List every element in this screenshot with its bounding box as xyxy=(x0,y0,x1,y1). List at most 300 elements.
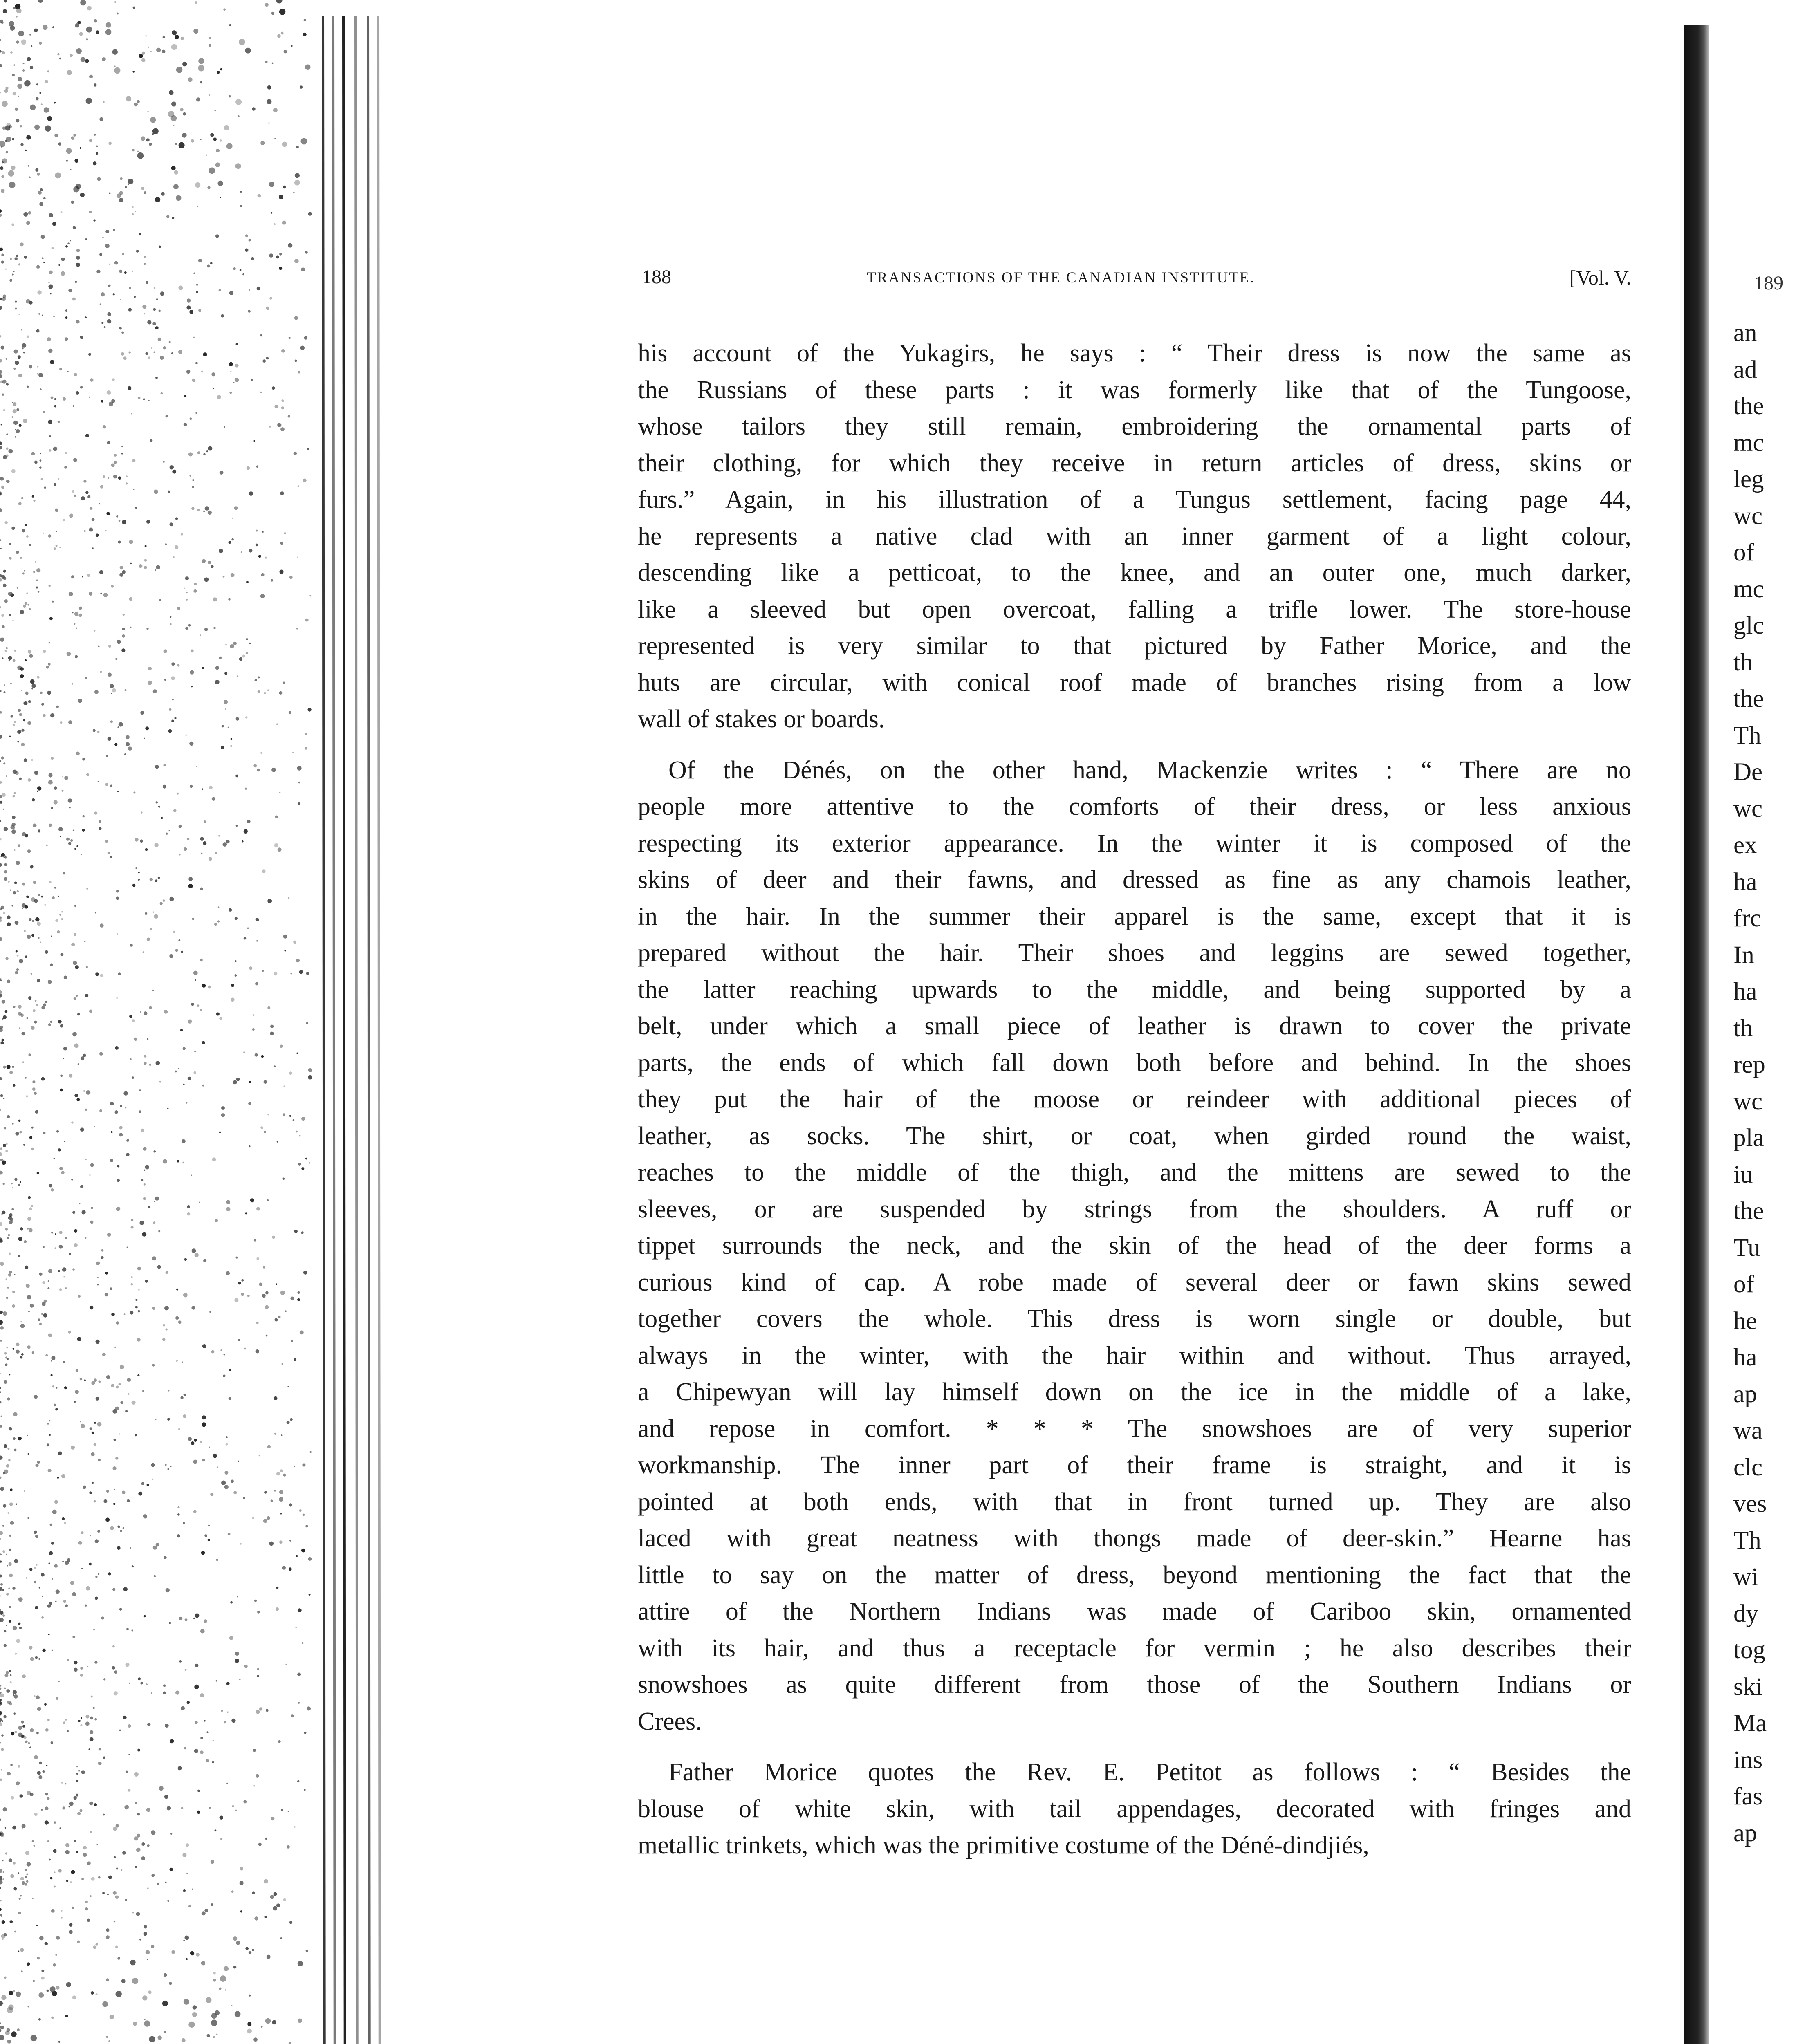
scan-speck xyxy=(33,824,36,827)
scan-speck xyxy=(1,1039,4,1042)
scan-speck xyxy=(7,1358,9,1360)
scan-speck xyxy=(230,644,234,648)
scan-speck xyxy=(65,316,67,319)
next-page-fragment: pla xyxy=(1733,1124,1764,1152)
scan-speck xyxy=(212,1761,214,1764)
scan-speck xyxy=(58,896,59,897)
scan-speck xyxy=(130,944,133,947)
scan-speck xyxy=(14,882,17,884)
scan-speck xyxy=(31,452,35,455)
scan-speck xyxy=(108,285,110,287)
scan-speck xyxy=(59,1231,63,1234)
scan-speck xyxy=(147,320,151,324)
scan-speck xyxy=(162,1338,165,1341)
scan-speck xyxy=(26,135,31,140)
scan-speck xyxy=(150,928,152,930)
next-page-fragment: Ma xyxy=(1733,1710,1767,1737)
scan-speck xyxy=(215,1219,218,1222)
scan-speck xyxy=(54,1247,56,1249)
scan-speck xyxy=(103,1678,105,1680)
scan-speck xyxy=(18,1005,22,1009)
scan-speck xyxy=(149,2036,155,2042)
scan-speck xyxy=(274,1065,276,1067)
scan-speck xyxy=(117,1525,120,1528)
scan-speck xyxy=(170,616,172,618)
scan-speck xyxy=(20,667,24,671)
scan-speck xyxy=(274,1433,276,1435)
scan-speck xyxy=(195,1721,198,1724)
scan-speck xyxy=(58,2041,61,2043)
scan-speck xyxy=(13,1990,15,1993)
scan-speck xyxy=(215,110,216,111)
scan-speck xyxy=(113,1891,117,1895)
scan-speck xyxy=(106,1928,109,1932)
scan-speck xyxy=(184,1394,186,1396)
text-line: laced with great neatness with thongs made of deer-skin.” Hearne has xyxy=(638,1524,1631,1552)
scan-speck xyxy=(99,503,100,504)
scan-speck xyxy=(7,2007,13,2013)
scan-speck xyxy=(200,1750,204,1754)
scan-speck xyxy=(30,66,33,69)
scan-speck xyxy=(145,1280,148,1283)
scan-speck xyxy=(14,257,18,260)
scan-speck xyxy=(147,1484,149,1486)
scan-speck xyxy=(54,1564,58,1568)
scan-speck xyxy=(103,1756,105,1759)
scan-speck xyxy=(13,770,17,774)
scan-speck xyxy=(12,1348,14,1350)
scan-speck xyxy=(27,1862,31,1867)
scan-speck xyxy=(34,461,38,464)
scan-speck xyxy=(89,1491,92,1494)
scan-speck xyxy=(78,1063,79,1065)
scan-speck xyxy=(28,165,29,167)
scan-speck xyxy=(9,1620,11,1623)
scan-speck xyxy=(168,491,170,493)
scan-speck xyxy=(20,125,22,128)
scan-speck xyxy=(106,512,110,515)
scan-speck xyxy=(96,1993,98,1995)
scan-speck xyxy=(13,1690,17,1694)
scan-speck xyxy=(226,1682,230,1685)
scan-speck xyxy=(275,816,278,818)
scan-speck xyxy=(183,1293,188,1298)
next-page-fragment: of xyxy=(1733,1271,1754,1298)
scan-speck xyxy=(121,1979,126,1983)
scan-speck xyxy=(176,195,181,201)
scan-speck xyxy=(12,1123,14,1125)
scan-speck xyxy=(69,514,73,518)
scan-speck xyxy=(156,1061,160,1065)
scan-speck xyxy=(45,1942,48,1945)
scan-speck xyxy=(249,289,250,291)
scan-speck xyxy=(114,1921,115,1922)
scan-speck xyxy=(41,1077,45,1081)
scan-speck xyxy=(10,258,12,260)
scan-speck xyxy=(12,273,13,275)
scan-speck xyxy=(76,1766,78,1768)
scan-speck xyxy=(47,1990,49,1992)
scan-speck xyxy=(100,671,102,673)
scan-speck xyxy=(60,1075,63,1077)
scan-speck xyxy=(5,1852,7,1854)
scan-speck xyxy=(138,1310,140,1313)
scan-speck xyxy=(155,377,158,379)
scan-speck xyxy=(43,1313,47,1318)
scan-speck xyxy=(119,270,122,273)
scan-speck xyxy=(214,923,217,926)
scan-speck xyxy=(169,522,173,526)
scan-speck xyxy=(172,30,177,35)
scan-speck xyxy=(94,630,96,632)
scan-speck xyxy=(41,478,43,480)
scan-speck xyxy=(309,1162,310,1163)
scan-speck xyxy=(112,1466,116,1470)
scan-speck xyxy=(28,778,31,782)
scan-speck xyxy=(72,1032,77,1037)
scan-speck xyxy=(279,792,280,793)
scan-speck xyxy=(117,791,119,792)
scan-speck xyxy=(280,491,284,495)
scan-speck xyxy=(21,329,22,331)
scan-speck xyxy=(300,1331,304,1335)
scan-speck xyxy=(224,125,229,130)
scan-speck xyxy=(82,815,85,818)
scan-speck xyxy=(281,1809,283,1811)
scan-speck xyxy=(267,1006,270,1009)
scan-speck xyxy=(43,1003,46,1006)
scan-speck xyxy=(11,223,14,226)
scan-speck xyxy=(198,309,201,312)
scan-speck xyxy=(231,984,234,987)
scan-speck xyxy=(0,370,2,374)
scan-speck xyxy=(58,1148,61,1151)
scan-speck xyxy=(305,1158,307,1160)
scan-speck xyxy=(252,107,256,111)
scan-speck xyxy=(85,1715,89,1718)
scan-speck xyxy=(145,352,148,355)
scan-speck xyxy=(170,1466,171,1467)
scan-speck xyxy=(83,1853,87,1857)
scan-speck xyxy=(175,545,179,549)
scan-speck xyxy=(13,1412,17,1416)
scan-speck xyxy=(229,1397,231,1400)
scan-speck xyxy=(116,1385,119,1388)
scan-speck xyxy=(119,1730,121,1732)
scan-speck xyxy=(256,530,258,532)
scan-speck xyxy=(60,1024,63,1027)
scan-speck xyxy=(271,1499,273,1502)
scan-speck xyxy=(260,752,262,754)
scan-speck xyxy=(63,1721,65,1724)
scan-speck xyxy=(164,1306,169,1310)
scan-speck xyxy=(90,1306,93,1309)
scan-speck xyxy=(106,2036,108,2038)
scan-speck xyxy=(132,1076,134,1079)
scan-speck xyxy=(305,619,309,622)
scan-speck xyxy=(16,40,19,44)
scan-speck xyxy=(171,44,177,50)
scan-speck xyxy=(112,1645,115,1648)
scan-speck xyxy=(4,89,8,93)
scan-speck xyxy=(103,593,108,597)
scan-speck xyxy=(21,497,23,499)
scan-speck xyxy=(45,950,48,954)
scan-speck xyxy=(274,843,278,847)
scan-speck xyxy=(188,877,193,881)
scan-speck xyxy=(9,614,11,616)
scan-speck xyxy=(18,31,24,36)
scan-speck xyxy=(162,2001,168,2006)
scan-speck xyxy=(252,1891,255,1894)
scan-speck xyxy=(123,1716,127,1719)
text-line: always in the winter, with the hair within and without. Thus arrayed, xyxy=(638,1341,1631,1369)
scan-speck xyxy=(2,393,4,396)
scan-speck xyxy=(130,1547,131,1549)
scan-speck xyxy=(118,541,121,544)
scan-speck xyxy=(94,1443,96,1446)
scan-speck xyxy=(245,248,249,252)
scan-speck xyxy=(153,1221,155,1224)
scan-speck xyxy=(223,842,227,847)
scan-speck xyxy=(8,1273,11,1277)
scan-speck xyxy=(126,96,131,101)
scan-speck xyxy=(271,12,274,15)
scan-speck xyxy=(174,717,176,719)
next-page-number: 189 xyxy=(1754,272,1783,294)
scan-speck xyxy=(219,1017,222,1020)
scan-speck xyxy=(9,1606,11,1608)
scan-speck xyxy=(23,419,27,424)
scan-speck xyxy=(87,574,90,577)
scan-speck xyxy=(49,213,53,217)
scan-speck xyxy=(167,1900,169,1902)
scan-speck xyxy=(58,1270,60,1272)
scan-speck xyxy=(185,576,189,580)
scan-speck xyxy=(0,2026,4,2030)
scan-speck xyxy=(55,1954,57,1956)
scan-speck xyxy=(18,1120,21,1122)
scan-speck xyxy=(148,356,150,359)
scan-speck xyxy=(267,1955,271,1959)
scan-speck xyxy=(3,912,5,914)
scan-speck xyxy=(271,579,273,582)
scan-speck xyxy=(170,1833,172,1835)
scan-speck xyxy=(99,820,102,823)
scan-speck xyxy=(121,446,123,447)
scan-speck xyxy=(45,126,51,132)
scan-speck xyxy=(50,1524,52,1526)
scan-speck xyxy=(81,1717,82,1719)
scan-speck xyxy=(116,1824,119,1827)
scan-speck xyxy=(128,184,129,185)
scan-speck xyxy=(119,1433,120,1434)
scan-speck xyxy=(243,1800,247,1803)
scan-speck xyxy=(91,1991,94,1995)
scan-speck xyxy=(9,279,12,282)
scan-speck xyxy=(107,441,110,444)
scan-speck xyxy=(68,842,71,845)
scan-speck xyxy=(108,852,110,854)
scan-speck xyxy=(119,1608,122,1611)
scan-speck xyxy=(4,1688,6,1689)
scan-speck xyxy=(193,273,195,274)
scan-speck xyxy=(66,160,68,162)
text-line: wall of stakes or boards. xyxy=(638,705,885,733)
scan-speck xyxy=(0,1311,3,1314)
scan-speck xyxy=(165,1464,167,1466)
scan-speck xyxy=(49,881,51,883)
next-page-fragment: mc xyxy=(1733,429,1764,457)
scan-speck xyxy=(145,1165,149,1169)
scan-speck xyxy=(48,420,52,424)
scan-speck xyxy=(51,2017,54,2019)
scan-speck xyxy=(303,1271,307,1275)
scan-speck xyxy=(0,539,1,541)
scan-speck xyxy=(109,192,111,194)
scan-speck xyxy=(50,1992,52,1993)
scan-speck xyxy=(6,358,8,360)
scan-speck xyxy=(309,1451,312,1453)
scan-speck xyxy=(207,265,210,268)
scan-speck xyxy=(229,1636,233,1640)
scan-speck xyxy=(105,783,109,786)
scan-speck xyxy=(47,1797,50,1800)
scan-speck xyxy=(69,1074,72,1078)
scan-speck xyxy=(137,1813,140,1816)
scan-speck xyxy=(5,1228,8,1231)
scan-speck xyxy=(9,182,16,188)
scan-speck xyxy=(303,33,307,36)
scan-speck xyxy=(138,1289,139,1291)
scan-speck xyxy=(42,1596,43,1597)
scan-speck xyxy=(38,591,40,593)
scan-speck xyxy=(35,561,36,563)
scan-speck xyxy=(219,1132,221,1134)
scan-speck xyxy=(289,1567,292,1571)
scan-speck xyxy=(280,542,283,545)
scan-speck xyxy=(152,1256,156,1260)
scan-speck xyxy=(125,1663,129,1667)
scan-speck xyxy=(126,475,128,477)
scan-speck xyxy=(48,1269,52,1273)
scan-speck xyxy=(233,642,237,645)
scan-speck xyxy=(273,108,278,112)
scan-speck xyxy=(257,287,260,290)
scan-speck xyxy=(15,300,17,303)
scan-speck xyxy=(142,305,146,309)
scan-speck xyxy=(47,337,51,341)
scan-speck xyxy=(137,1338,141,1342)
scan-speck xyxy=(116,1207,121,1211)
scan-speck xyxy=(133,2022,137,2026)
scan-speck xyxy=(37,1461,40,1464)
scan-speck xyxy=(220,197,221,198)
scan-speck xyxy=(296,959,300,962)
scan-speck xyxy=(46,666,49,669)
scan-speck xyxy=(239,1679,241,1680)
scan-speck xyxy=(154,490,158,494)
scan-speck xyxy=(37,173,40,176)
scan-speck xyxy=(84,941,85,942)
scan-speck xyxy=(224,700,228,704)
scan-speck xyxy=(242,273,244,275)
scan-speck xyxy=(137,100,140,103)
scan-speck xyxy=(32,1351,34,1354)
scan-speck xyxy=(76,48,82,54)
scan-speck xyxy=(19,314,20,315)
scan-speck xyxy=(105,1517,110,1522)
scan-speck xyxy=(188,2022,195,2028)
scan-speck xyxy=(9,736,11,737)
scan-speck xyxy=(69,1802,74,1806)
scan-speck xyxy=(235,775,238,778)
scan-speck xyxy=(202,1911,206,1915)
scan-speck xyxy=(215,666,219,670)
text-line: curious kind of cap. A robe made of several deer or fawn skins sewed xyxy=(638,1268,1631,1296)
scan-speck xyxy=(270,1025,274,1028)
scan-speck xyxy=(34,1813,38,1816)
scan-speck xyxy=(108,1876,112,1879)
scan-speck xyxy=(31,973,32,975)
scan-speck xyxy=(26,1874,28,1876)
scan-speck xyxy=(6,775,7,777)
scan-speck xyxy=(249,1951,251,1954)
scan-speck xyxy=(71,201,74,204)
scan-speck xyxy=(169,90,173,95)
scan-edge-line xyxy=(378,16,380,2044)
scan-speck xyxy=(25,692,29,695)
scan-speck xyxy=(139,1939,141,1941)
scan-speck xyxy=(94,690,99,694)
scan-speck xyxy=(212,797,215,801)
scan-speck xyxy=(62,776,63,778)
scan-speck xyxy=(76,1098,80,1101)
scan-speck xyxy=(86,98,92,104)
scan-speck xyxy=(246,652,248,654)
scan-speck xyxy=(290,973,292,974)
scan-speck xyxy=(36,329,40,333)
scan-speck xyxy=(34,1531,37,1534)
scan-speck xyxy=(0,1387,1,1389)
scan-speck xyxy=(17,741,19,742)
scan-speck xyxy=(121,648,125,652)
scan-speck xyxy=(156,48,161,52)
scan-speck xyxy=(223,8,226,11)
scan-speck xyxy=(0,1575,2,1578)
scan-speck xyxy=(117,1165,120,1168)
scan-speck xyxy=(51,1232,53,1234)
scan-speck xyxy=(27,1295,31,1299)
scan-speck xyxy=(256,1257,259,1260)
scan-speck xyxy=(247,2029,252,2034)
scan-speck xyxy=(7,1237,9,1239)
scan-speck xyxy=(18,1872,19,1874)
scan-speck xyxy=(179,1617,182,1620)
scan-speck xyxy=(13,1862,16,1865)
scan-speck xyxy=(186,370,191,374)
next-page-fragment: he xyxy=(1733,1307,1757,1335)
scan-speck xyxy=(73,405,74,407)
scan-speck xyxy=(279,9,285,15)
scan-speck xyxy=(12,1587,15,1589)
scan-speck xyxy=(149,143,152,146)
scan-speck xyxy=(225,1989,226,1990)
scan-speck xyxy=(0,2035,4,2040)
scan-speck xyxy=(22,1725,25,1728)
scan-speck xyxy=(281,349,285,353)
scan-edge-line xyxy=(323,16,325,2044)
